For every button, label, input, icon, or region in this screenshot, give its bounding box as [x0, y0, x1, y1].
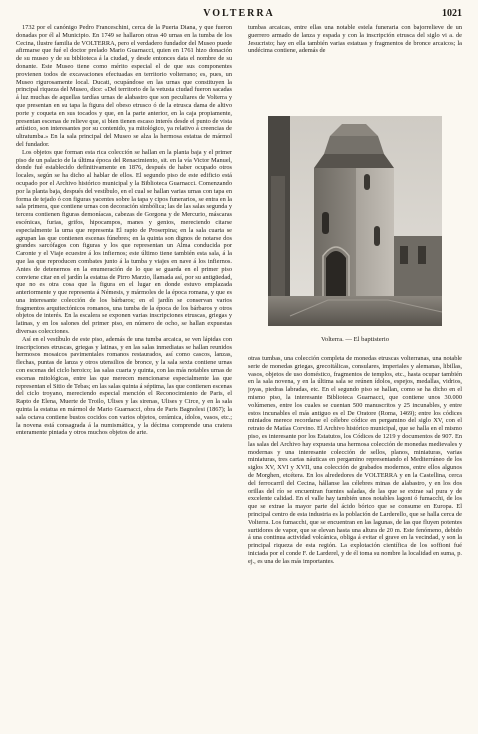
running-head	[16, 8, 462, 22]
running-title: VOLTERRA	[203, 8, 275, 19]
paragraph: tumbas arcaicas, entre ellas una notable estela funeraria con bajorrelieve de un guerrero armado de lanza y espada y con la inscripción etrusca del siglo vi a. de Jesucristo; hay en ella también varias estatuas y fragmentos de bronce arcaicos; la undécima contiene, además de	[248, 24, 462, 55]
paragraph: 1732 por el canónigo Pedro Franceschini, cerca de la Puerta Diana, y que fueron donadas por él al Municipio. En 1749 se hallaron otras 40 urnas en la tumba de los Cecina, ilustre familia de VOLTERRA, pero el verdadero fundador del Museo puede afirmarse que fué el doctor prelado Mario Guarnacci, quien en 1761 hizo donación de su museo y de su biblioteca á la ciudad, y desde entonces data el nombre de su donante. Este Museo tiene como mérito especial el de que sus componentes provienen todos de excavaciones efectuadas en territorio volterrano; es, pues, un Museo rigurosamente local. Ducati, ocupándose en las urnas que constituyen la principal riqueza del Museo, dice: «Del territorio de la vetusta ciudad fueron sacadas á luz muchas de aquellas tardías urnas de alabastro que son peculiares de Volterra y que presentan en su tapa la figura del obeso etrusco ó de la etrusca dama de altivo porte y coqueta en sus tocados y que, en la parte anterior, en la caja propiamente, presentan escenas de relieve que, si bien tienen escaso interés desde el punto de vista artístico, son interesantes por su contenido, ya mitológico, ya relativo á creencias de ultratumba.» En la sala principal del Museo se alza la hermosa estatua de mármol del fundador.	[16, 24, 232, 148]
paragraph: Los objetos que forman esta rica colección se hallan en la planta baja y el primer piso de un palacio de la última época del Renacimiento, sit. en la vía Victor Manuel, donde fué establecido definitivamente en 1876, después de haber ocupado otros locales, según se ha dicho al hablar de ellos. El segundo piso de este edificio está ocupado por el Archivo histórico municipal y la Biblioteca Guarnacci. Comenzando por la planta baja, después del vestíbulo, en el cual se hallan varias urnas con tapa en forma de tejado ó con figuras yacentes sobre la tapa y cipos funerarios, se entra en la sala primera, que contiene urnas con decoración simbólica; las de las salas segunda y tercera contienen figuras demoníacas, cabezas de Gorgona y de Mercurio, máscaras escénicas, furias, grifos, hipocampos, manes y genios, mereciendo citarse especialmente la urna que representa El rapto de Proserpina; en la sala cuarta se agrupan las que contienen escenas fúnebres; en la quinta son dignos de notarse dos grandes sarcófagos con figuras y los que representan un Alma conducida por Caronte y el Viaje ecuestre á los infiernos; este último tiene también esta sala, á la que las que reproducen combates junto á la tumba y viajes en nave á los infiernos. Antes de detenernos en la enumeración de lo que se guarda en el primer piso conviene citar en el jardín la estatua de Pirro Marzio, llamada así, por su antigüedad, que no es otra cosa que la figura en el lugar en donde estuvo emplazada anteriormente y que representa á Némesis, y mármoles de la época romana, y que es una interesante colección de los bárbaros; en el jardín se conservan varios fragmentos arquitectónicos romanos, una tumba de la época de los bárbaros y otros objetos de interés. En la escalera se exponen varias inscripciones etruscas, griegas y latinas, y en los salones del primer piso, en número de ocho, se hallan expuestas diversas colecciones.	[16, 148, 232, 336]
page-number: 1021	[442, 8, 462, 19]
paragraph: Así en el vestíbulo de este piso, además de una tumba arcaica, se ven lápidas con inscripciones etruscas, griegas y latinas, y en las salas inmediatas se hallan reunidos hermosos mosaicos pavimentales romanos restaurados, así como cascos, lanzas, flechas, puntas de lanza y otros utensilios de bronce, y la sala sexta contiene urnas con escenas del ciclo heroico; las salas cuarta y quinta, con las más notables urnas de escenas mitológicas, entre las que merecen mencionarse especialmente las que representan el Sitio de Tebas; en las salas quinta á séptima, las que contienen escenas del ciclo troyano, mereciendo especial mención el Reconocimiento de Paris, el Rapto de Elena, Muerte de Troilo, Ulises y las sirenas, Ulises y Circe, y en la sala quinta la estatua en mármol de Mario Guarnacci, obra de Paris Bagnolesi (1867); la sala octava contiene bustos cocidos con varios objetos, cerámica, ídolos, vasos, etc.; la novena está consagrada á la numismática, y la décima comprende una cratera enteramente pintada y otros muchos objetos de arte.	[16, 335, 232, 437]
baptistery-photo	[268, 116, 442, 326]
left-column-text	[16, 24, 232, 722]
right-column-bottom-text	[248, 355, 462, 722]
paragraph: otras tumbas, una colección completa de monedas etruscas volterranas, una notable serie de monedas griegas, grecoitálicas, consulares, imperiales y alemanas, libillas, vasos, objetos de uso doméstico, fragmentos de templos, etc., hasta ocupar también en la sala novena, y en la última sala se reúnen ídolos, espejos, medallas, vidrios, joyas, piedras labradas, etc. En el segundo piso se hallan, como se ha dicho en el mismo piso, la interesante Biblioteca Guarnacci, que contiene unos 30.000 volúmenes, entre los cuales se cuentan 500 manuscritos y 25 incunables, y entre estos incunables el más antiguo es el De Oratore (Roma, 1469); entre los códices miniados merece recordarse el célebre códice en pergamino del siglo XV, con el retrato de Matías Corvino. El Archivo histórico municipal, que se halla en el mismo piso, es interesante por los Estatutos, los Códices de 1219 y documentos de 907. En las salas del Archivo hay expuesta una hermosa colección de monedas medievales y modernas y una interesante colección de sellos, planos, miniaturas, varias miniaturas, tres cartas náuticas en pergamino representando el Mediterráneo de los siglos XV, XVI y XVII, una colección de grabados modernos, entre ellos algunos de Morghen, etcétera. En los alrededores de VOLTERRA y en la Castellina, cerca del ferrocarril del Cecina, hállanse las célebres minas de alabastro, y en los dos orillas del río se encuentran fuentes saladas, de las que se extrae sal pura y de excelente calidad. En el valle hay también unos notables lagoni ó fumacchi, de los que se extrae la mayor parte del ácido bórico que se consume en Europa. El principal centro de esta industria es la población de Larderello, que se halla cerca de Volterra. Los fumacchi, que se encuentran en las lagunas, de las que fluyen potentes surtidores de vapor, que se elevan hasta una altura de 20 m. Este fenómeno, debido á una continua actividad volcánica, obliga á evitar el grave en la vecindad, y son la principal riqueza de esta región. La explotación científica de los soffioni fué iniciada por el conde F. de Larderel, y de él toma su nombre la localidad en suma, p. ej., es una de las más importantes.	[248, 355, 462, 565]
figure-caption: Volterra. — El baptisterio	[321, 336, 389, 343]
right-column-top-text	[248, 24, 462, 108]
baptistery-illustration	[268, 116, 442, 326]
